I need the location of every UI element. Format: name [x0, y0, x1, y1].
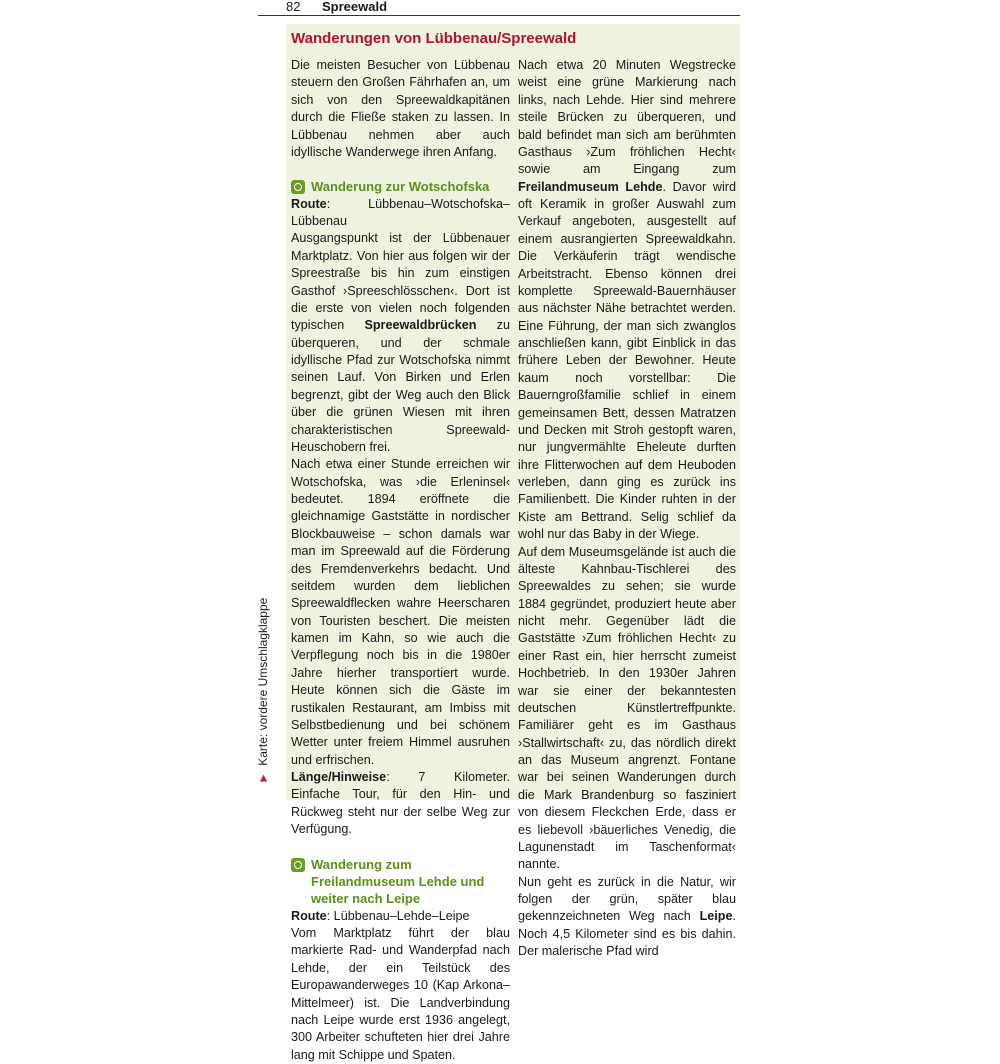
page-header [258, 0, 740, 16]
walk2-route [291, 908, 510, 925]
walk1-length [291, 769, 510, 839]
hiking-info-box [286, 24, 740, 1062]
walk2-route-label: Route [291, 908, 327, 923]
walk2-title: Wanderung zum Freilandmuseum Lehde und weiter nach Leipe [311, 856, 485, 907]
walk2-text-b: Nach etwa 20 Minuten Wegstrecke weist eine grüne Markierung nach links, nach Lehde. Hier sind mehrere steile Brücken zu überqueren, und bald befindet man sich am berühmten Gasthaus ›Zum fröhlichen Hecht‹ sowie am Eingang zum [518, 58, 736, 177]
running-title: Spreewald [322, 0, 388, 14]
walk1-text-a: Ausgangspunkt ist der Lübbenauer Marktplatz. Von hier aus folgen wir der Spreestraße bis hin zum einstigen Gasthof ›Spreeschlösschen‹. Dort ist die erste von vielen noch folgenden typischen [291, 231, 510, 333]
walk1-paragraph-1 [291, 230, 510, 456]
arrow-right-icon: ► [256, 772, 270, 784]
walk2-text-c: . Davor wird oft Keramik in großer Auswahl zum Verkauf angeboten, ausgestellt auf einem ausrangierten Spreewaldkahn. Die Verkäuferin trägt wendische Arbeitstracht. Ebenso können drei komplette Spreewald-Bauernhäuser aus nächster Nähe betrachtet werden. Eine Führung, der man sich zwanglos anschließen kann, gibt Einblick in das frühere Leben der Bewohner. Heute kaum noch vorstellbar: Die Bauerngroßfamilie schlief in einem gemeinsamen Bett, dessen Matratzen und Decken mit Stroh gestopft waren, nur jungvermählte Eheleute durften ihre Flitterwochen auf dem Heuboden verleben, dann ging es zurück ins Familienbett. Die Kinder ruhten in der Kiste am Bettrand. Selig schlief da wohl nur das Baby in der Wiege. [518, 179, 736, 542]
walk1-length-text: : 7 Kilometer. Einfache Tour, für den Hin- und Rückweg steht nur der selbe Weg zur Verfügung. [291, 770, 510, 837]
walk2-text-e: Nun geht es zurück in die Natur, wir folgen der grün, später blau gekennzeichneten Weg nach [518, 874, 736, 924]
walk2-heading [291, 856, 510, 908]
walk2-bold-leipe: Leipe [699, 909, 733, 924]
walk1-route [291, 196, 510, 231]
box-title: Wanderungen von Lübbenau/Spreewald [291, 30, 577, 47]
walk2-text-f: . Noch 4,5 Kilometer sind es bis dahin. Der malerische Pfad wird [518, 909, 736, 959]
walk1-route-text: : Lübbenau–Wotschofska–Lübbenau [291, 196, 510, 228]
walking-route-icon [291, 858, 305, 872]
map-reference-note [256, 598, 270, 784]
walk1-paragraph-2: Nach etwa einer Stunde erreichen wir Wotschofska, was ›die Erleninsel‹ bedeutet. 1894 eröffnete die gleichnamige Gaststätte in nordischer Blockbauweise – schon damals war man im Spreewald auf die Förderung des Fremdenverkehrs bedacht. Und seitdem wurden dem lieblichen Spreewaldflecken wahre Heerscharen von Touristen beschert. Die meisten kamen im Kahn, so wie auch die Verpflegung noch bis in die 1980er Jahre hierher transportiert wurde. Heute können sich die Gäste im rustikalen Restaurant, am Imbiss mit Selbstbedienung und bei schönem Wetter unter freiem Himmel ausruhen und erfrischen. [291, 457, 510, 767]
walk1-bold-term: Spreewaldbrücken [364, 318, 477, 333]
page-number: 82 [286, 0, 301, 14]
walk2-route-text: : Lübbenau–Lehde–Leipe [326, 908, 470, 923]
walk2-bold-museum: Freilandmuseum Lehde [518, 179, 663, 194]
intro-paragraph: Die meisten Besucher von Lübbenau steuern den Großen Fährhafen an, um sich von den Spreewaldkapitänen durch die Fließe staken zu lassen. In Lübbenau nehmen aber auch idyllische Wanderwege ihren Anfang. [291, 58, 510, 159]
walk2-paragraph-2 [518, 57, 736, 544]
walk1-length-label: Länge/Hinweise [291, 770, 387, 784]
walking-route-icon [291, 180, 305, 194]
walk1-title: Wanderung zur Wotschofska [311, 179, 490, 195]
walk2-paragraph-1: Vom Marktplatz führt der blau markierte Rad- und Wanderpfad nach Lehde, der ein Teilstück des Europawanderweges 10 (Kap Arkona–Mittelmeer) ist. Die Landverbindung nach Leipe wurde erst 1936 angelegt, 300 Arbeiter schufteten hier drei Jahre lang mit Schippe und Spaten. [291, 926, 510, 1062]
left-column [291, 57, 510, 1064]
walk2-paragraph-4 [518, 874, 736, 961]
right-column [518, 57, 736, 961]
walk2-paragraph-3: Auf dem Museumsgelände ist auch die älteste Kahnbau-Tischlerei des Spreewaldes zu sehen; sie wurde 1884 gegründet, produziert heute aber nicht mehr. Gegenüber lädt die Gaststätte ›Zum fröhlichen Hecht‹ zu einer Rast ein, hier herrscht zumeist Hochbetrieb. In den 1930er Jahren war sie einer der bekanntesten deutschen Künstlertreffpunkte. Familiärer geht es im Gasthaus ›Stallwirtschaft‹ zu, das nördlich direkt an das Museum angrenzt. Fontane war bei seinen Wanderungen durch die Mark Brandenburg so fasziniert von diesem Fleckchen Erde, dass er es liebevoll ›bäuerliches Venedig, die Lagunenstadt im Taschenformat‹ nannte. [518, 544, 736, 872]
walk1-route-label: Route [291, 196, 327, 211]
map-reference-text: Karte: vordere Umschlagklappe [256, 597, 270, 766]
walk1-heading [291, 178, 510, 195]
walk1-text-b: zu überqueren, und der schmale idyllische Pfad zur Wotschofska nimmt seinen Lauf. Von Birken und Erlen begrenzt, gibt der Weg auch den Blick über die grünen Wiesen mit ihren charakteristischen Spreewald-Heuschobern frei. [291, 318, 510, 454]
